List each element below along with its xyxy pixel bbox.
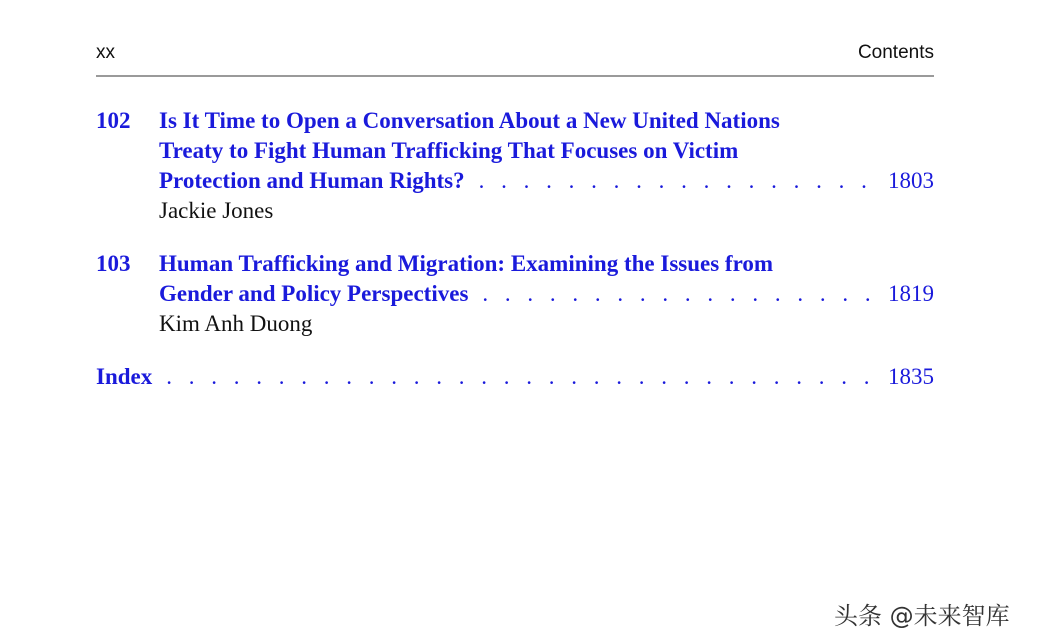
chapter-title-line[interactable]: Gender and Policy Perspectives xyxy=(159,281,469,306)
dot-leader xyxy=(166,362,870,392)
running-head xyxy=(96,42,934,68)
watermark-text: 头条 @未来智库 xyxy=(834,602,1010,630)
running-head-section: Contents xyxy=(857,42,934,63)
chapter-number[interactable]: 102 xyxy=(96,108,131,133)
chapter-title-line[interactable]: Is It Time to Open a Conversation About a New United Nations xyxy=(159,108,780,133)
page-number[interactable]: 1803 xyxy=(888,168,934,193)
toc-page xyxy=(96,0,934,644)
chapter-title-last-line[interactable] xyxy=(159,279,934,309)
page-number[interactable]: 1819 xyxy=(888,281,934,306)
chapter-body xyxy=(159,249,934,339)
page-folio: xx xyxy=(96,42,115,63)
header-rule xyxy=(96,75,934,77)
chapter-title-last-line[interactable] xyxy=(159,166,934,196)
chapter-author: Kim Anh Duong xyxy=(159,311,313,336)
chapter-body xyxy=(159,106,934,226)
dot-leader xyxy=(482,279,870,309)
chapter-author: Jackie Jones xyxy=(159,198,274,223)
page-number[interactable]: 1835 xyxy=(888,364,934,389)
index-line[interactable] xyxy=(96,362,934,392)
chapter-number[interactable]: 103 xyxy=(96,251,131,276)
chapter-title-line[interactable]: Treaty to Fight Human Trafficking That Focuses on Victim xyxy=(159,138,739,163)
toc-entry-index[interactable] xyxy=(96,362,934,392)
dot-leader xyxy=(479,166,870,196)
index-label[interactable]: Index xyxy=(96,364,153,389)
chapter-title-line[interactable]: Human Trafficking and Migration: Examining the Issues from xyxy=(159,251,774,276)
chapter-title-line[interactable]: Protection and Human Rights? xyxy=(159,168,465,193)
